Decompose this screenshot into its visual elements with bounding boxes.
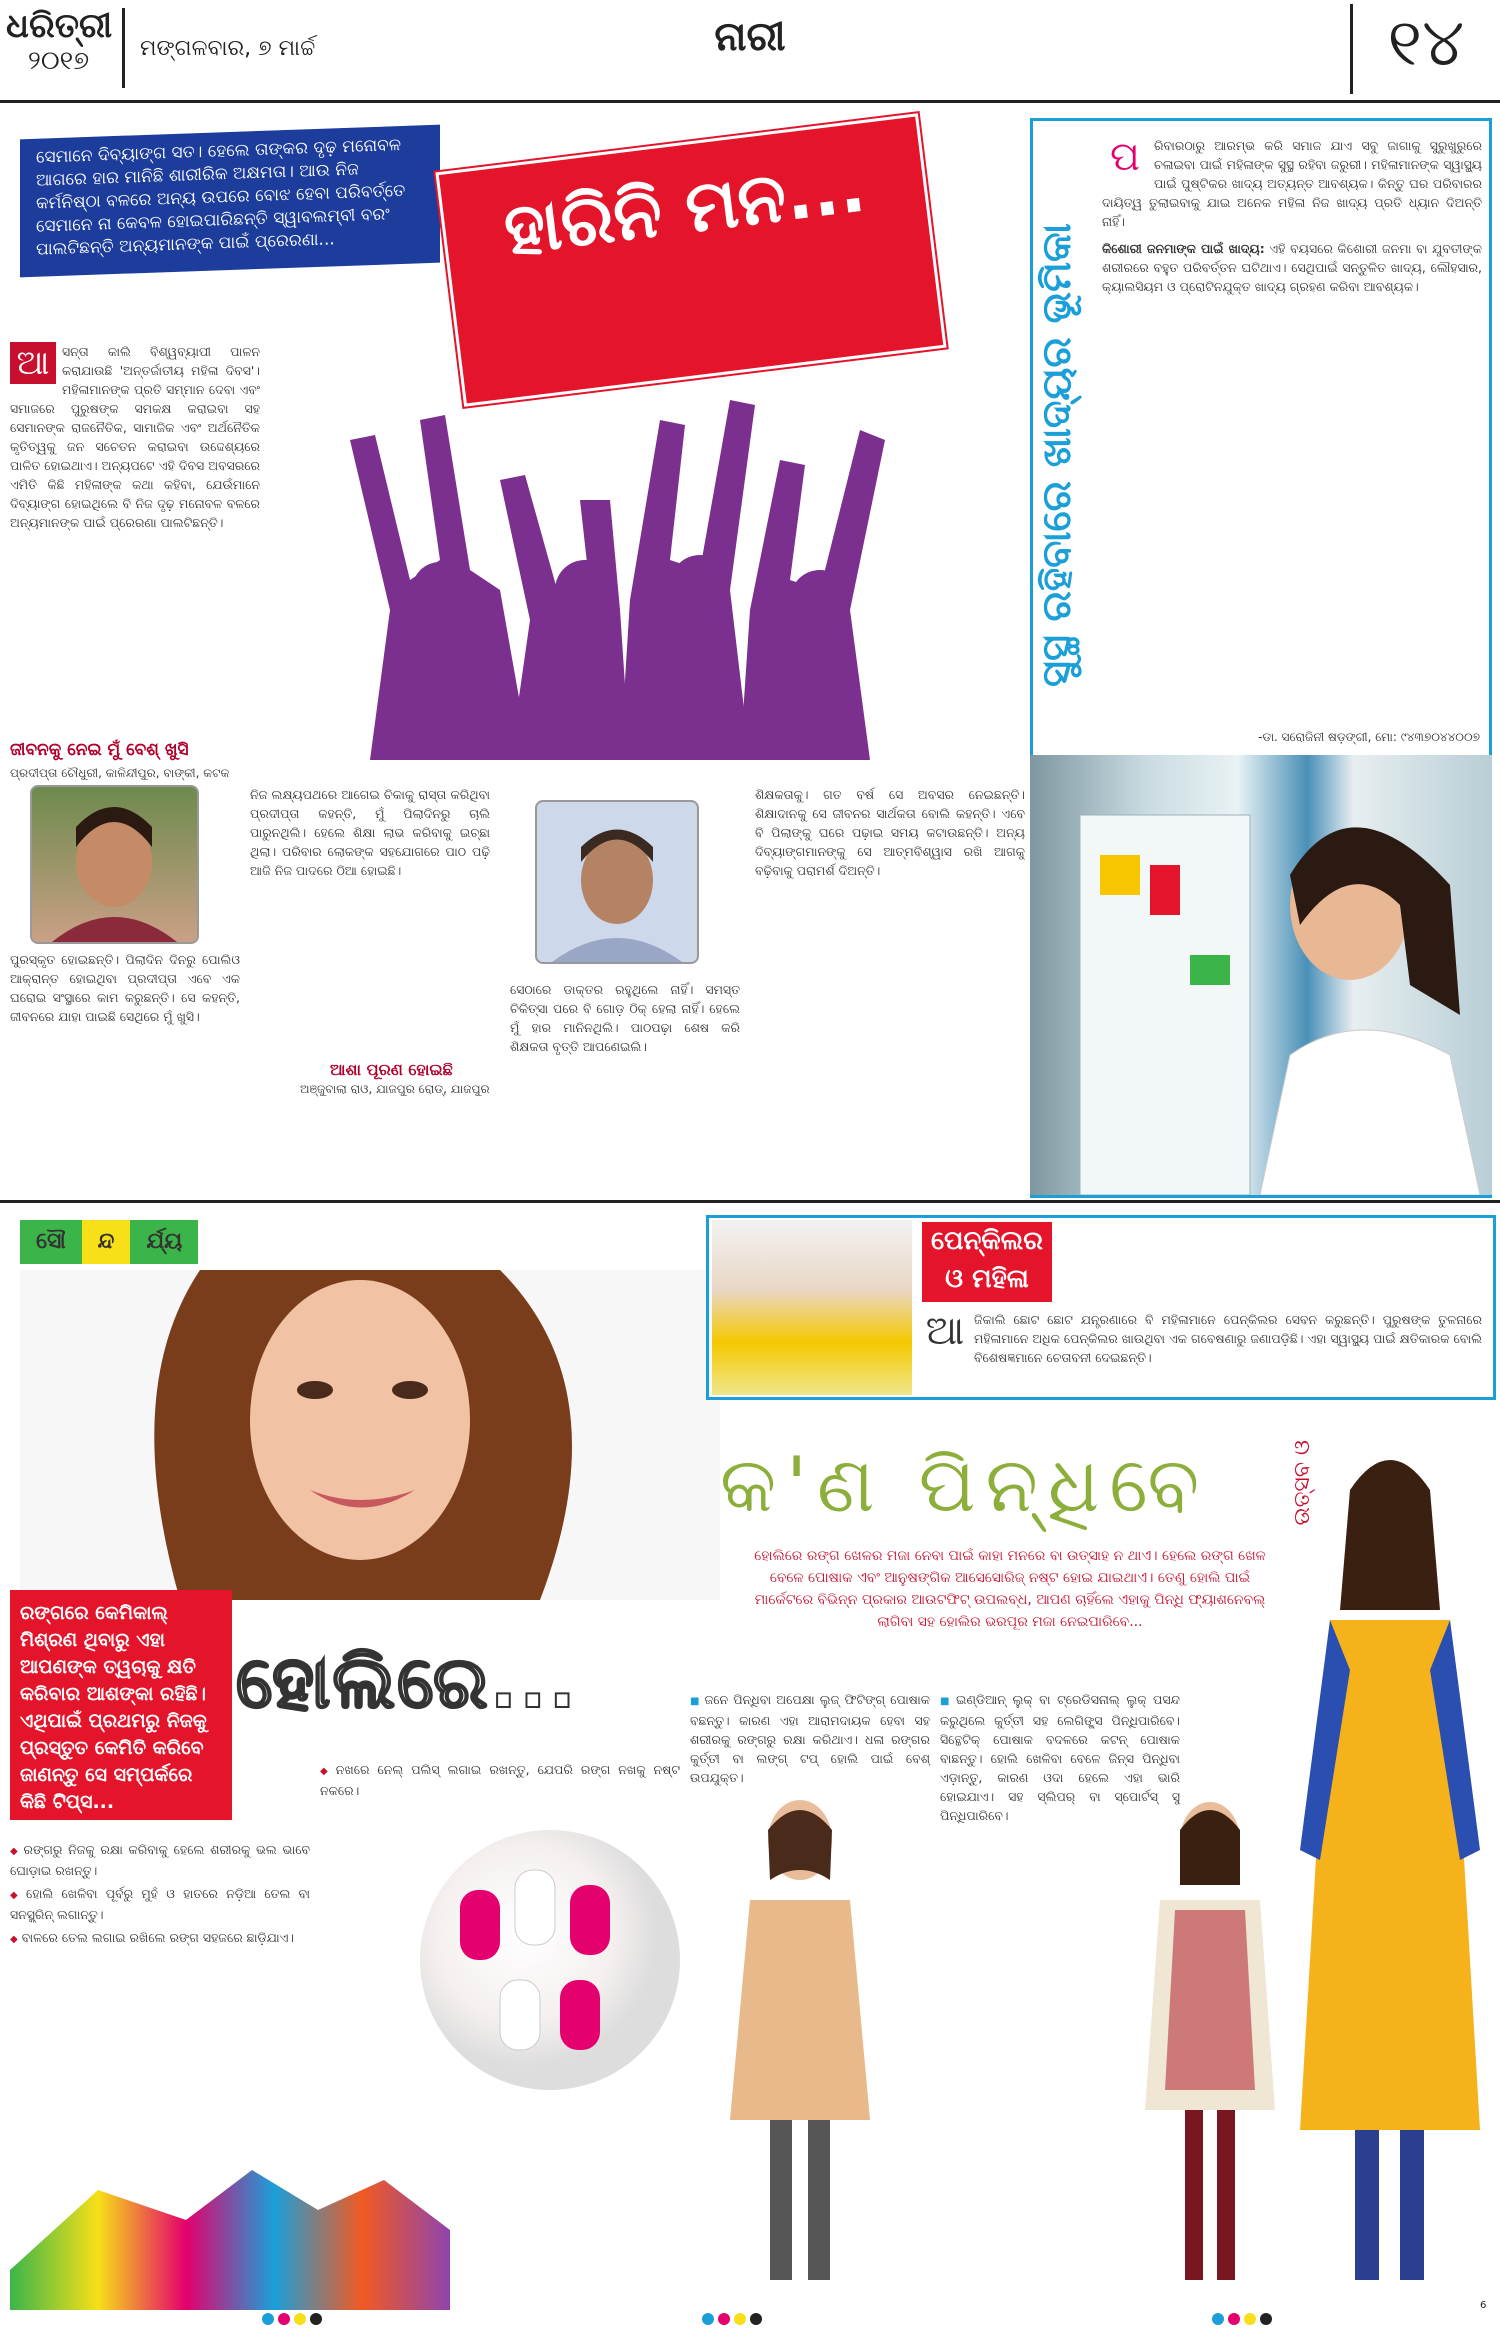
health-author: -ଡା. ସରୋଜିନୀ ଷଡ଼ଙ୍ଗୀ, ମୋ: ୯୪୩୭୦୪୪୦୦୭ bbox=[1258, 730, 1480, 744]
header-divider-right bbox=[1350, 4, 1353, 94]
fashion-intro: ହୋଲିରେ ରଙ୍ଗ ଖେଳର ମଜା ନେବା ପାଇଁ କାହା ମନରେ ବା ଉତ୍ସାହ ନ ଥାଏ। ହେଲେ ରଙ୍ଗ ଖେଳ ବେଳେ ପୋଷାକ ଏବଂ ଆନୁଷଙ୍ଗିକ ଆସେସୋରିଜ୍ ନଷ୍ଟ ହୋଇ ଯାଇଥାଏ। ତେଣୁ ହୋଲି ପାଇଁ ମାର୍କେଟରେ ବିଭିନ୍ନ ପ୍ରକାର ଆଉଟଫିଟ୍ ଉପଲବ୍ଧ, ଆପଣ ଚାହିଁଲେ ଏହାକୁ ପିନ୍ଧି ଫ୍ୟାଶନେବଲ୍ ଲାଗିବା ସହ ହୋଲିର ଭରପୂର ମଜା ନେଇପାରିବେ... bbox=[754, 1548, 1266, 1630]
registration-marks-3 bbox=[1210, 2310, 1274, 2329]
page-divider bbox=[0, 1200, 1500, 1203]
reg-yellow bbox=[1244, 2313, 1256, 2325]
header-divider bbox=[122, 8, 125, 88]
main-story-title: ହାରିନି ମନ... bbox=[499, 145, 870, 272]
main-story-column-1 bbox=[10, 342, 260, 732]
reg-yellow bbox=[294, 2313, 306, 2325]
beauty-title: ହୋଲିରେ... bbox=[236, 1640, 578, 1724]
portrait-photo-2-figure bbox=[537, 802, 697, 962]
dropcap: ଆ bbox=[10, 342, 56, 384]
fashion-model-1 bbox=[710, 1790, 890, 2290]
logo-year: ୨୦୧୭ bbox=[27, 46, 90, 76]
beauty-kicker: ରଙ୍ଗରେ କେମିକାଲ୍ ମିଶ୍ରଣ ଥିବାରୁ ଏହା ଆପଣଙ୍କ ତ୍ୱଚାକୁ କ୍ଷତି କରିବାର ଆଶଙ୍କା ରହିଛି। ଏଥିପାଇଁ ପ୍ରଥମରୁ ନିଜକୁ ପ୍ରସ୍ତୁତ କେମିତି କରିବେ ଜାଣନ୍ତୁ ସେ ସମ୍ପର୍କରେ କିଛି ଟିପ୍ସ... bbox=[10, 1590, 232, 1820]
painkiller-photo bbox=[712, 1220, 912, 1395]
page-header bbox=[0, 0, 1500, 103]
main-story-column-5: ଶିକ୍ଷକତାକୁ। ଗତ ବର୍ଷ ସେ ଅବସର ନେଇଛନ୍ତି। ଶିକ୍ଷାଦାନକୁ ସେ ଜୀବନର ସାର୍ଥକତା ବୋଲି କହନ୍ତି। ଏବେ ବି ପିଲାଙ୍କୁ ଘରେ ପଢ଼ାଇ ସମୟ କଟାଉଛନ୍ତି। ଅନ୍ୟ ଦିବ୍ୟାଙ୍ଗମାନଙ୍କୁ ସେ ଆତ୍ମବିଶ୍ୱାସ ରଖି ଆଗକୁ ବଢ଼ିବାକୁ ପରାମର୍ଶ ଦିଅନ୍ତି। bbox=[755, 787, 1025, 878]
reg-magenta bbox=[278, 2313, 290, 2325]
fashion-model-2 bbox=[1135, 1790, 1285, 2300]
page-mark: 6 bbox=[1480, 2300, 1487, 2311]
main-story-col1-text: ସନ୍ତା କାଲି ବିଶ୍ୱବ୍ୟାପୀ ପାଳନ କରାଯାଉଛି 'ଅନ୍ତର୍ଜାତୀୟ ମହିଳା ଦିବସ'। ମହିଳାମାନଙ୍କ ପ୍ରତି ସମ୍ମାନ ଦେବା ଏବଂ ସମାଜରେ ପୁରୁଷଙ୍କ ସମକକ୍ଷ କରାଇବା ସହ ସେମାନଙ୍କ ରାଜନୈତିକ, ସାମାଜିକ ଏବଂ ଅର୍ଥନୈତିକ କୃତିତ୍ୱକୁ ଜନ ସଚେତନ କରାଇବା ଉଦ୍ଦେଶ୍ୟରେ ପାଳିତ ହୋଇଥାଏ। ଅନ୍ୟପଟେ ଏହି ଦିବସ ଅବସରରେ ଏମିତି କିଛି ମହିଳାଙ୍କ କଥା କହିବା, ଯେଉଁମାନେ ଦିବ୍ୟାଙ୍ଗ ହୋଇଥିଲେ ବି ନିଜ ଦୃଢ଼ ମନୋବଳ ବଳରେ ଅନ୍ୟମାନଙ୍କ ପାଇଁ ପ୍ରେରଣା ପାଲଟିଛନ୍ତି। bbox=[10, 344, 260, 530]
issue-date: ମଙ୍ଗଳବାର, ୭ ମାର୍ଚ୍ଚ bbox=[140, 36, 316, 61]
main-story-column-4: ସେଠାରେ ଡାକ୍ତର ରହୁଥିଲେ ନାହିଁ। ସମସ୍ତ ଚିକିତ୍ସା ପରେ ବି ଗୋଡ଼ ଠିକ୍ ହେଲା ନାହିଁ। ହେଲେ ମୁଁ ହାର ମାନିନଥିଲି। ପାଠପଢ଼ା ଶେଷ କରି ଶିକ୍ଷକତା ବୃତ୍ତି ଆପଣେଇଲି। bbox=[510, 982, 740, 1054]
reg-magenta bbox=[718, 2313, 730, 2325]
reg-magenta bbox=[1228, 2313, 1240, 2325]
masthead-logo bbox=[6, 6, 111, 84]
main-story-column-2: ନିଜ ଲକ୍ଷ୍ୟପଥରେ ଆଗେଇ ଚିକାକୁ ରାସ୍ତା କରିଥିବା ପ୍ରଦୀପ୍ତା କହନ୍ତି, ମୁଁ ପିଲାଦିନରୁ ଚାଲି ପାରୁନଥିଲି। ହେଲେ ଶିକ୍ଷା ଲାଭ କରିବାକୁ ଇଚ୍ଛା ଥିଲା। ପରିବାର ଲୋକଙ୍କ ସହଯୋଗରେ ପାଠ ପଢ଼ି ଆଜି ନିଜ ପାଦରେ ଠିଆ ହୋଇଛି। bbox=[250, 787, 490, 878]
logo-name: ଧରିତ୍ରୀ bbox=[6, 6, 113, 46]
byline-2: ଅଞ୍ଜୁବାଲା ରାଓ, ଯାଜପୁର ରୋଡ୍, ଯାଜପୁର bbox=[300, 1082, 490, 1096]
beauty-tip-2: ◆ ହୋଲି ଖେଳିବା ପୂର୍ବରୁ ମୁହଁ ଓ ହାତରେ ନଡ଼ିଆ ତେଲ ବା ସନସ୍କ୍ରିନ୍ ଲଗାନ୍ତୁ। bbox=[10, 1884, 310, 1924]
painkiller-title: ପେନ୍‌କିଲର ଓ ମହିଳା bbox=[922, 1222, 1052, 1302]
holi-colour-powder bbox=[10, 2110, 450, 2310]
fashion-col1 bbox=[690, 1690, 930, 1790]
reg-cyan bbox=[262, 2313, 274, 2325]
health-dropcap: ପ bbox=[1110, 136, 1140, 180]
fashion-col1-text: ■ ଜନେ ପିନ୍ଧିବା ଅପେକ୍ଷା ଲୁଜ୍ ଫିଟିଙ୍ଗ୍ ପୋଷାକ ବଛନ୍ତୁ। କାରଣ ଏହା ଆରାମଦାୟକ ହେବା ସହ ଶରୀରକୁ ରଙ୍ଗରୁ ରକ୍ଷା କରିଥାଏ। ଧଳା ରଙ୍ଗର କୁର୍ତ୍ତୀ ବା ଲଙ୍ଗ୍ ଟପ୍ ହୋଲି ପାଇଁ ବେଶ୍ ଉପଯୁକ୍ତ। bbox=[690, 1690, 930, 1787]
reg-black bbox=[750, 2313, 762, 2325]
portrait-photo-2 bbox=[535, 800, 699, 964]
beauty-tips-col2 bbox=[320, 1760, 680, 1840]
health-body-text-2: ଏହି ବୟସରେ କିଶୋରୀ ଜନମା ବା ଯୁବତୀଙ୍କ ଶରୀରରେ ବହୁତ ପରିବର୍ତ୍ତନ ଘଟିଥାଏ। ସେଥିପାଇଁ ସନ୍ତୁଳିତ ଖାଦ୍ୟ, ଲୌହସାର, କ୍ୟାଲସିୟମ ଓ ପ୍ରୋଟିନଯୁକ୍ତ ଖାଦ୍ୟ ଗ୍ରହଣ କରିବା ଆବଶ୍ୟକ। bbox=[1102, 241, 1482, 294]
registration-marks-2 bbox=[700, 2310, 764, 2329]
beauty-tab-part-1: ସୌ bbox=[20, 1220, 82, 1264]
page-number: ୧୪ bbox=[1387, 4, 1465, 81]
painkiller-body bbox=[922, 1310, 1482, 1395]
nail-art-photo bbox=[420, 1830, 680, 2090]
health-sidebar-title: ସୁସ୍ଥ ରହିବାରେ ଖାଦ୍ୟର ଭୂମିକା bbox=[1034, 223, 1080, 687]
beauty-model-photo bbox=[20, 1270, 720, 1600]
fridge-woman-figure bbox=[1030, 755, 1492, 1195]
byline-1: ପ୍ରଦୀପ୍ତା ଚୌଧୁରୀ, କାଳିନ୍ଦୀପୁର, ବାଙ୍କୀ, କଟକ bbox=[10, 766, 230, 780]
reg-cyan bbox=[702, 2313, 714, 2325]
reg-black bbox=[310, 2313, 322, 2325]
beauty-tab-part-2: ନ୍ଦ bbox=[82, 1220, 131, 1264]
subhead-2: ଆଶା ପୂରଣ ହୋଇଛି bbox=[330, 1060, 453, 1079]
page-footer bbox=[0, 2300, 1500, 2335]
reg-cyan bbox=[1212, 2313, 1224, 2325]
fridge-woman-photo bbox=[1030, 755, 1492, 1195]
painkiller-dropcap: ଆ bbox=[925, 1310, 965, 1354]
beauty-tip-4: ◆ ନଖରେ ନେଲ୍ ପଲିସ୍ ଲଗାଇ ରଖନ୍ତୁ, ଯେପରି ରଙ୍ଗ ନଖକୁ ନଷ୍ଟ ନକରେ। bbox=[320, 1760, 680, 1800]
beauty-model-figure bbox=[20, 1270, 720, 1600]
fashion-model-3 bbox=[1280, 1430, 1495, 2300]
raised-hands-illustration bbox=[330, 360, 930, 760]
main-story-kicker: ସେମାନେ ଦିବ୍ୟାଙ୍ଗ ସତ। ହେଲେ ତାଙ୍କର ଦୃଢ଼ ମନୋବଳ ଆଗରେ ହାର ମାନିଛି ଶାରୀରିକ ଅକ୍ଷମତା। ଆଉ ନିଜ କର୍ମନିଷ୍ଠା ବଳରେ ଅନ୍ୟ ଉପରେ ବୋଝ ହେବା ପରିବର୍ତ୍ତେ ସେମାନେ ନା କେବଳ ହୋଇପାରିଛନ୍ତି ସ୍ୱାବଲମ୍ବୀ ବରଂ ପାଲଟିଛନ୍ତି ଅନ୍ୟମାନଙ୍କ ପାଇଁ ପ୍ରେରଣା... bbox=[20, 125, 440, 278]
beauty-tip-1: ◆ ରଙ୍ଗରୁ ନିଜକୁ ରକ୍ଷା କରିବାକୁ ହେଲେ ଶରୀରକୁ ଭଲ ଭାବେ ଘୋଡ଼ାଇ ରଖନ୍ତୁ। bbox=[10, 1840, 310, 1880]
beauty-section-tab bbox=[20, 1220, 320, 1264]
registration-marks-1 bbox=[260, 2310, 324, 2329]
health-subhead: କିଶୋରୀ ଜନମାଙ୍କ ପାଇଁ ଖାଦ୍ୟ: bbox=[1102, 241, 1265, 256]
reg-black bbox=[1260, 2313, 1272, 2325]
health-body-text: ରିବାରଠାରୁ ଆରମ୍ଭ କରି ସମାଜ ଯାଏ ସବୁ ଜାଗାକୁ ସୁରୁଖୁରୁରେ ଚଳାଇବା ପାଇଁ ମହିଳାଙ୍କ ସୁସ୍ଥ ରହିବା ଜରୁରୀ। ମହିଳାମାନଙ୍କ ସ୍ୱାସ୍ଥ୍ୟ ପାଇଁ ପୁଷ୍ଟିକର ଖାଦ୍ୟ ଅତ୍ୟନ୍ତ ଆବଶ୍ୟକ। କିନ୍ତୁ ଘର ପରିବାରର ଦାୟିତ୍ୱ ତୁଲାଇବାକୁ ଯାଇ ଅନେକ ମହିଳା ନିଜ ଖାଦ୍ୟ ପ୍ରତି ଧ୍ୟାନ ଦିଅନ୍ତି ନାହିଁ। bbox=[1102, 138, 1482, 229]
portrait-photo-1-figure bbox=[32, 787, 197, 942]
nail-art-figure bbox=[420, 1830, 680, 2090]
main-story-column-3: ପୁରସ୍କୃତ ହୋଇଛନ୍ତି। ପିଲାଦିନ ଦିନରୁ ପୋଲିଓ ଆକ୍ରାନ୍ତ ହୋଇଥିବା ପ୍ରଦୀପ୍ତା ଏବେ ଏକ ଘରୋଇ ସଂସ୍ଥାରେ କାମ କରୁଛନ୍ତି। ସେ କହନ୍ତି, ଜୀବନରେ ଯାହା ପାଇଛି ସେଥିରେ ମୁଁ ଖୁସି। bbox=[10, 952, 240, 1024]
reg-yellow bbox=[734, 2313, 746, 2325]
fashion-tag: ଉତ୍ସବ ଓ bbox=[1290, 1440, 1315, 1526]
section-title: ନାରୀ bbox=[714, 14, 786, 60]
subhead-1: ଜୀବନକୁ ନେଇ ମୁଁ ବେଶ୍ ଖୁସି bbox=[10, 740, 189, 760]
portrait-photo-1 bbox=[30, 785, 199, 944]
fashion-col2-text: ■ ଇଣ୍ଡିଆନ୍ ଲୁକ୍ ବା ଟ୍ରେଡିସନାଲ୍ ଲୁକ୍ ପସନ୍ଦ କରୁଥିଲେ କୁର୍ତ୍ତୀ ସହ ଲେଗିଙ୍ଗ୍ସ ପିନ୍ଧିପାରିବେ। ସିନ୍ଥେଟିକ୍ ପୋଷାକ ବଦଳରେ କଟନ୍ ପୋଷାକ ବାଛନ୍ତୁ। ହୋଲି ଖେଳିବା ବେଳେ ଜିନ୍ସ ପିନ୍ଧିବା ଏଡ଼ାନ୍ତୁ, କାରଣ ଓଦା ହେଲେ ଏହା ଭାରି ହୋଇଯାଏ। ସହ ସ୍ଲିପର୍ ବା ସ୍ପୋର୍ଟସ୍ ସୁ ପିନ୍ଧିପାରିବେ। bbox=[940, 1690, 1180, 1825]
beauty-tips-col1 bbox=[10, 1840, 310, 2110]
beauty-tip-3: ◆ ବାଳରେ ତେଲ ଲଗାଇ ରଖିଲେ ରଙ୍ଗ ସହଜରେ ଛାଡ଼ିଯାଏ। bbox=[10, 1928, 310, 1949]
painkiller-body-text: ଜିକାଲି ଛୋଟ ଛୋଟ ଯନ୍ତ୍ରଣାରେ ବି ମହିଳାମାନେ ପେନ୍‌କିଲର ସେବନ କରୁଛନ୍ତି। ପୁରୁଷଙ୍କ ତୁଳନାରେ ମହିଳାମାନେ ଅଧିକ ପେନ୍‌କିଲର ଖାଉଥିବା ଏକ ଗବେଷଣାରୁ ଜଣାପଡ଼ିଛି। ଏହା ସ୍ୱାସ୍ଥ୍ୟ ପାଇଁ କ୍ଷତିକାରକ ବୋଲି ବିଶେଷଜ୍ଞମାନେ ଚେତାବନୀ ଦେଇଛନ୍ତି। bbox=[974, 1312, 1482, 1365]
fashion-title: କ'ଣ ପିନ୍ଧିବେ bbox=[720, 1440, 1210, 1529]
beauty-tab-part-3: ର୍ଯ୍ୟ bbox=[130, 1220, 198, 1264]
health-sidebar-body bbox=[1102, 136, 1482, 606]
